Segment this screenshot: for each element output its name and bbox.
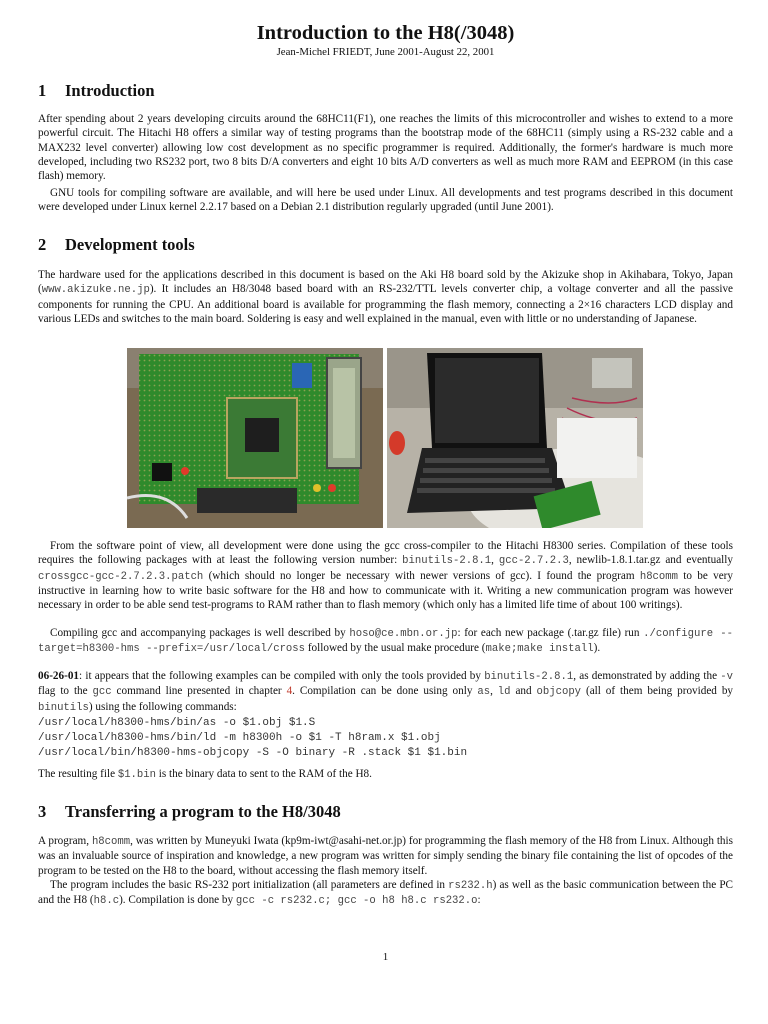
- page-number: 1: [382, 951, 389, 963]
- author-line: Jean-Michel FRIEDT, June 2001-August 22, 2001: [276, 46, 495, 58]
- command-3: /usr/local/bin/h8300-hms-objcopy -S -O binary -R .stack $1 $1.bin: [38, 747, 468, 759]
- section-3-paragraph-1: A program, h8comm, was written by Muneyuki Iwata (kp9m-iwt@asahi-net.or.jp) for programming the flash memory of the H8 from Linux. Although this was an invaluable source of inspiration and knowledge, a new program was written for simply sending the binary file containing the list of opcodes of the program to be tested on the H8 to the board, without accessing the flash memory itself.: [38, 835, 733, 877]
- command-2: /usr/local/h8300-hms/bin/ld -m h8300h -o $1 -T h8ram.x $1.obj: [38, 732, 441, 744]
- section-2-paragraph-3-full: Compiling gcc and accompanying packages is well described by hoso@ce.mbn.or.jp: for each new package (.tar.gz file) run ./configure --target=h8300-hms --prefix=/usr/local/cross followed by the usual make procedure (make;make install).: [38, 627, 733, 656]
- akizuke-url: www.akizuke.ne.jp: [41, 284, 150, 297]
- section-1-paragraph-2: GNU tools for compiling software are available, and will here be used under Linux. All developments and test programs described in this document were developed under Linux kernel 2.2.17 based on a Debian 2.1 distribution regularly upgraded (until June 2001).: [38, 187, 733, 214]
- section-3-heading: 3 Transferring a program to the H8/3048: [38, 802, 341, 821]
- command-1: /usr/local/h8300-hms/bin/as -o $1.obj $1.S: [38, 717, 316, 729]
- photo-laptop-setup: [387, 348, 643, 528]
- section-1-paragraph-1: After spending about 2 years developing circuits around the 68HC11(F1), one reaches the limits of this microcontroller and wishes to extend to a more powerful circuit. The Hitachi H8 offers a similar way of testing programs than the bootstrap mode of the 68HC11 (simply using a RS-232 cable and a MAX232 level converter) allowing low cost development as no specific programmer is required. Additionally, the former's hardware is much more developed, including two RS232 port, two 8 bits D/A converters and eight 10 bits A/D converters as well as much more RAM and EEPROM (in this case flash) memory.: [38, 113, 733, 183]
- section-1-heading: 1 Introduction: [38, 81, 155, 100]
- document-title: Introduction to the H8(/3048): [256, 22, 515, 44]
- section-2-paragraph-5: The resulting file $1.bin is the binary data to sent to the RAM of the H8.: [38, 768, 372, 781]
- section-2-paragraph-1: The hardware used for the applications described in this document is based on the Aki H8 board sold by the Akizuke shop in Akihabara, Tokyo, Japan (www.akizuke.ne.jp). It includes an H8/3048 based board with an RS-232/TTL levels converter chip, a voltage converter and all the passive components for running the CPU. An additional board is available for programming the flash memory, connecting a 2×16 characters LCD display and various LEDs and switches to the main board. Soldering is easy and well explained in the manual, even with little or no understanding of Japanese.: [38, 269, 733, 325]
- section-2-paragraph-2: From the software point of view, all development were done using the gcc cross-compiler to the Hitachi H8300 series. Compilation of these tools requires the following packages with at least the following version number: binutils-2.8.1, gcc-2.7.2.3, newlib-1.8.1.tar.gz and eventually crossgcc-gcc-2.7.2.3.patch (which should no longer be necessary with newer versions of gcc). I found the program h8comm to be very instructive in learning how to write basic software for the H8 and how to communicate with it. Writing a new communication program was however necessary in order to be able send test-programs to RAM rather than to flash memory (which only has a limited life time of about 100 writings).: [38, 540, 733, 612]
- section-2-paragraph-4: 06-26-01: it appears that the following examples can be compiled with only the tools provided by binutils-2.8.1, as demonstrated by adding the -v flag to the gcc command line presented in chapter 4. Compilation can be done using only as, ld and objcopy (all of them being provided by binutils) using the following commands:: [38, 670, 734, 714]
- section-2-heading: 2 Development tools: [38, 235, 195, 254]
- section-3-paragraph-2: The program includes the basic RS-232 port initialization (all parameters are defined in rs232.h) as well as the basic communication between the PC and the H8 (h8.c). Compilation is done by gcc -c rs232.c; gcc -o h8 h8.c rs232.o:: [38, 879, 734, 908]
- chapter-reference-link[interactable]: 4: [286, 685, 293, 698]
- date-label: 06-26-01: [38, 670, 80, 682]
- photo-h8-board: [127, 348, 383, 528]
